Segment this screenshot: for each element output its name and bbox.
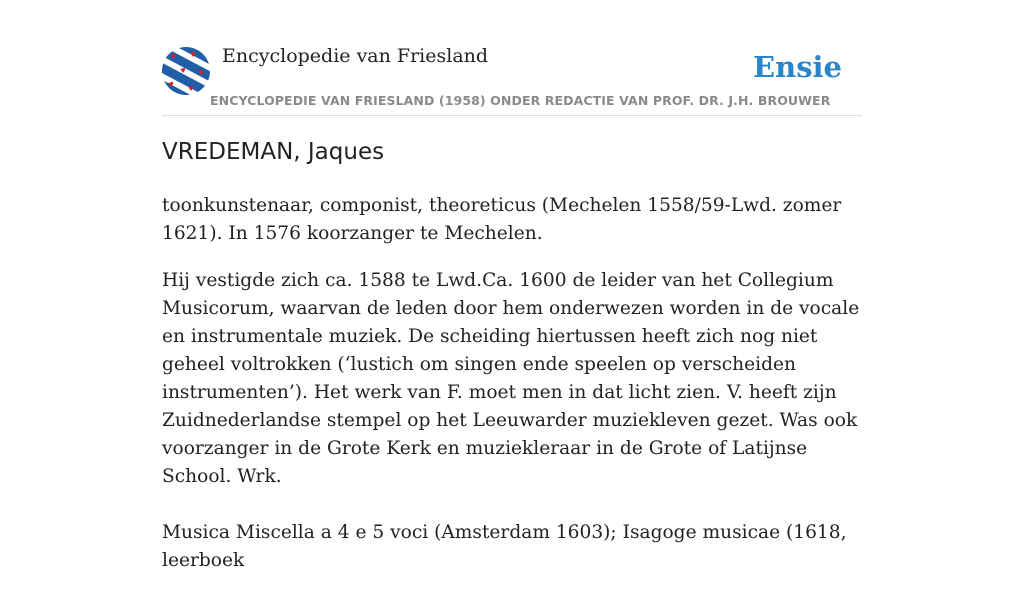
site-header [162, 0, 862, 116]
entry-paragraph: Musica Miscella a 4 e 5 voci (Amsterdam 1603); Isagoge musicae (1618, leerboek [162, 522, 847, 571]
frisian-flag-logo-icon[interactable] [162, 47, 210, 95]
entry-paragraph: Hij vestigde zich ca. 1588 te Lwd.Ca. 1600 de leider van het Collegium Musicorum, waarvan de leden door hem onderwezen worden in de vocale en instrumentale muziek. De scheiding hiertussen heeft zich nog niet geheel voltrokken (‘lustich om singen ende speelen op verscheiden instrumenten’). Het werk van F. moet men in dat licht zien. V. heeft zijn Zuidnederlandse stempel op het Leeuwarder muziekleven gezet. Was ook voorzanger in de Grote Kerk en muziekleraar in de Grote of Latijnse School. Wrk. [162, 270, 860, 487]
entry-body [162, 192, 862, 594]
ensie-brand-link[interactable]: Ensie [753, 50, 842, 84]
entry-paragraph: toonkunstenaar, componist, theoreticus (Mechelen 1558/59-Lwd. zomer 1621). In 1576 koorzanger te Mechelen. [162, 195, 842, 244]
page [162, 0, 862, 571]
encyclopedia-subtitle: ENCYCLOPEDIE VAN FRIESLAND (1958) ONDER REDACTIE VAN PROF. DR. J.H. BROUWER [210, 93, 831, 108]
site-title[interactable]: Encyclopedie van Friesland [222, 45, 489, 67]
entry-title: VREDEMAN, Jaques [162, 139, 385, 165]
